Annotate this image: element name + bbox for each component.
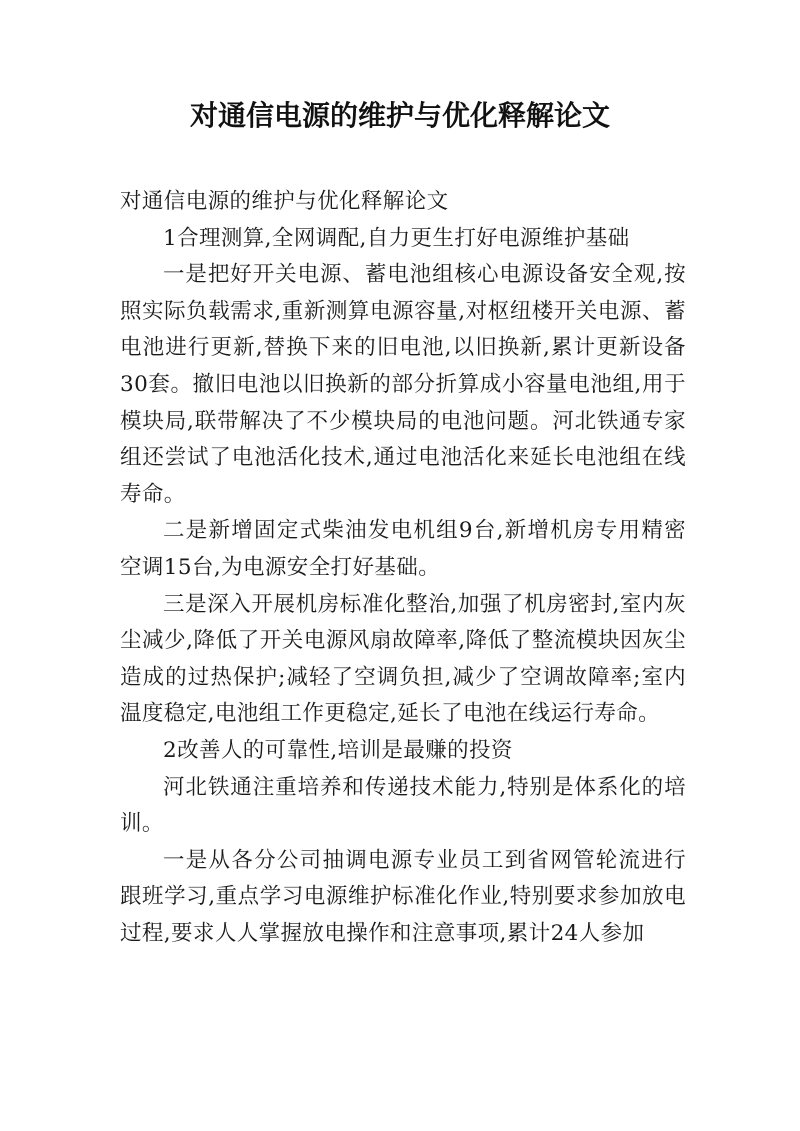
body-paragraph-heading: 对通信电源的维护与优化释解论文 xyxy=(120,189,449,214)
document-title: 对通信电源的维护与优化释解论文 xyxy=(189,99,610,132)
body-paragraph: 二是新增固定式柴油发电机组9台,新增机房专用精密空调15台,为电源安全打好基础。 xyxy=(120,518,686,580)
document-body xyxy=(120,184,686,952)
body-paragraph: 河北铁通注重培养和传递技术能力,特别是体系化的培训。 xyxy=(120,774,686,837)
body-paragraph: 三是深入开展机房标准化整治,加强了机房密封,室内灰尘减少,降低了开关电源风扇故障率,降低了整流模块因灰尘造成的过热保护;减轻了空调负担,减少了空调故障率;室内温度稳定,电池组工作更稳定,延长了电池在线运行寿命。 xyxy=(120,591,686,727)
body-paragraph: 一是把好开关电源、蓄电池组核心电源设备安全观,按照实际负载需求,重新测算电源容量,对枢纽楼开关电源、蓄电池进行更新,替换下来的旧电池,以旧换新,累计更新设备30套。撤旧电池以旧换新的部分折算成小容量电池组,用于模块局,联带解决了不少模块局的电池问题。河北铁通专家组还尝试了电池活化技术,通过电池活化来延长电池组在线寿命。 xyxy=(120,262,686,507)
section-heading-2: 2改善人的可靠性,培训是最赚的投资 xyxy=(163,737,513,763)
section-heading-1: 1合理测算,全网调配,自力更生打好电源维护基础 xyxy=(163,225,630,251)
body-paragraph: 一是从各分公司抽调电源专业员工到省网管轮流进行跟班学习,重点学习电源维护标准化作业,特别要求参加放电过程,要求人人掌握放电操作和注意事项,累计24人参加 xyxy=(120,847,686,946)
